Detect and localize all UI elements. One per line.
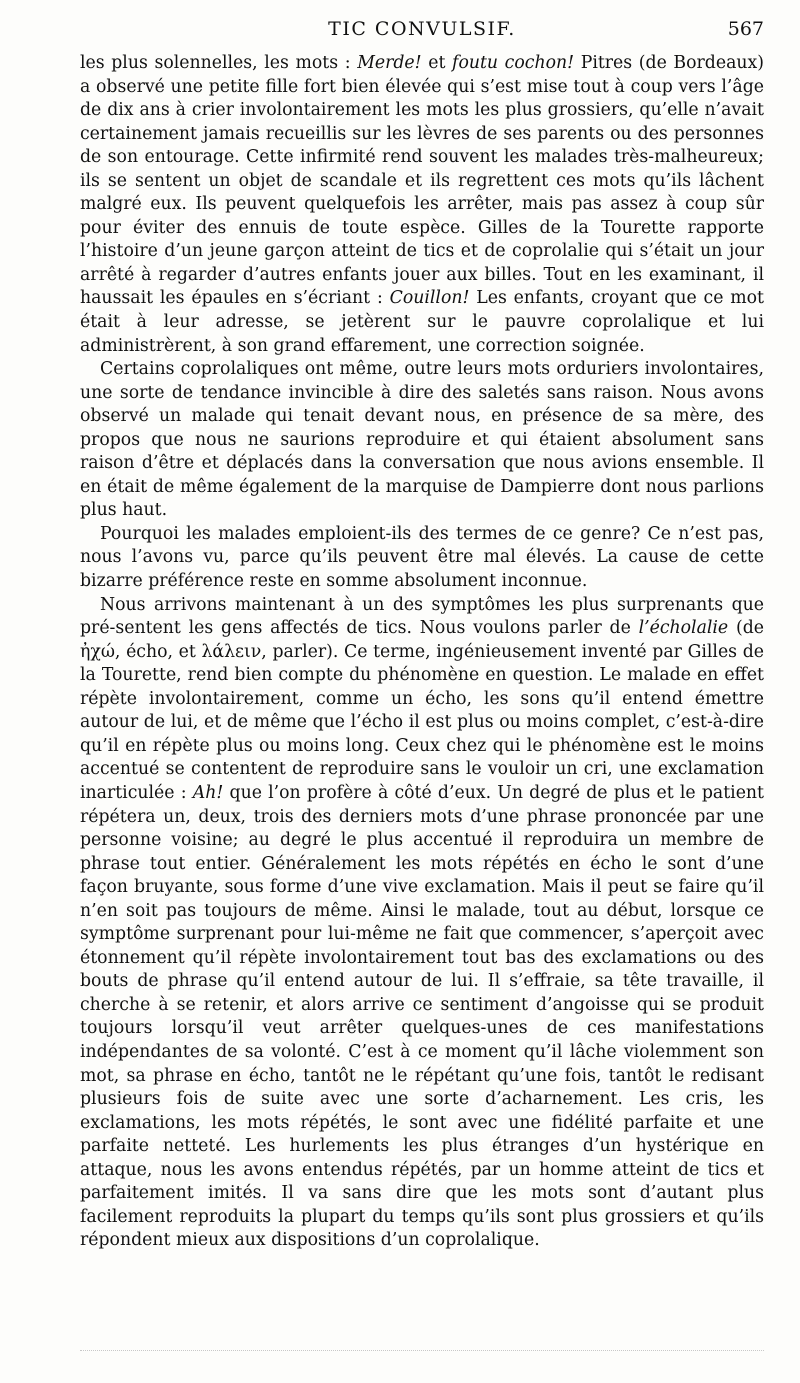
italic-exclamation-ah: Ah!: [192, 782, 224, 803]
text-segment: (de ἠχώ, écho, et λάλειν, parler). Ce terme, ingénieusement inventé par Gilles de la Tourette, rend bien compte du phénomène en question. Le malade en effet répète involontairement, comme un écho, les sons qu’il entend émettre autour de lui, et de même que l’écho il est plus ou moins complet, c’est-à-dire qu’il en répète plus ou moins long. Ceux chez qui le phénomène est le moins accentué se contentent de reproduire sans le vouloir un cri, une exclamation inarticulée :: [80, 618, 764, 803]
page-header: [80, 18, 764, 46]
text-segment: Nous arrivons maintenant à un des symptômes les plus surprenants que pré-sentent les gens affectés de tics. Nous voulons parler de: [80, 594, 764, 639]
italic-term-echolalie: l’écholalie: [638, 618, 729, 639]
body-text: [80, 52, 764, 1253]
text-segment: Pourquoi les malades emploient-ils des termes de ce genre? Ce n’est pas, nous l’avons vu, parce qu’ils peuvent être mal élevés. La cause de cette bizarre préférence reste en somme absolument inconnue.: [80, 523, 764, 592]
italic-phrase-couillon: Couillon!: [389, 288, 470, 309]
page-number: 567: [727, 18, 764, 40]
paragraph-1: [80, 52, 764, 358]
text-segment: Les enfants, croyant que ce mot était à leur adresse, se jetèrent sur le pauvre coprolalique et lui administrèrent, à son grand effarement, une correction soignée.: [80, 288, 764, 356]
text-segment: Pitres (de Bordeaux) a observé une petite fille fort bien élevée qui s’est mise tout à coup vers l’âge de dix ans à crier involontairement les mots les plus grossiers, qu’elle n’avait certainement jamais recueillis sur les lèvres de ses parents ou des personnes de son entourage. Cette infirmité rend souvent les malades très-malheureux; ils se sentent un objet de scandale et ils regrettent ces mots qu’ils lâchent malgré eux. Ils peuvent quelquefois les arrêter, mais pas assez à coup sûr pour éviter des ennuis de toute espèce. Gilles de la Tourette rapporte l’histoire d’un jeune garçon atteint de tics et de coprolalie qui s’était un jour arrêté à regarder d’autres enfants jouer aux billes. Tout en les examinant, il haussait les épaules en s’écriant :: [80, 53, 765, 309]
italic-phrase-merde: Merde!: [357, 53, 422, 73]
paragraph-4: [80, 594, 764, 1253]
paragraph-2: [80, 358, 764, 523]
text-segment: et: [421, 53, 453, 73]
page-bottom-rule: [80, 1350, 764, 1351]
paragraph-3: [80, 523, 764, 594]
text-segment: les plus solennelles, les mots :: [80, 53, 358, 73]
text-segment: que l’on profère à côté d’eux. Un degré de plus et le patient répétera un, deux, trois des derniers mots d’une phrase prononcée par une personne voisine; au degré le plus accentué il reproduira un membre de phrase tout entier. Généralement les mots répétés en écho le sont d’une façon bruyante, sous forme d’une vive exclamation. Mais il peut se faire qu’il n’en soit pas toujours de même. Ainsi le malade, tout au début, lorsque ce symptôme surprenant pour lui-même ne fait que commencer, s’aperçoit avec étonnement qu’il répète involontairement tout bas des exclamations ou des bouts de phrase qu’il entend autour de lui. Il s’effraie, sa tête travaille, il cherche à se retenir, et alors arrive ce sentiment d’angoisse qui se produit toujours lorsqu’il veut arrêter quelques-unes de ces manifestations indépendantes de sa volonté. C’est à ce moment qu’il lâche violemment son mot, sa phrase en écho, tantôt ne le répétant qu’une fois, tantôt le redisant plusieurs fois de suite avec une sorte d’acharnement. Les cris, les exclamations, les mots répétés, le sont avec une fidélité parfaite et une parfaite netteté. Les hurlements les plus étranges d’un hystérique en attaque, nous les avons entendus répétés, par un homme atteint de tics et parfaitement imités. Il va sans dire que les mots sont d’autant plus facilement reproduits la plupart du temps qu’ils sont plus grossiers et qu’ils répondent mieux aux dispositions d’un coprolalique.: [80, 782, 764, 1251]
italic-phrase-foutu-cochon: foutu cochon!: [452, 53, 575, 73]
text-segment: Certains coprolaliques ont même, outre leurs mots orduriers involontaires, une sorte de tendance invincible à dire des saletés sans raison. Nous avons observé un malade qui tenait devant nous, en présence de sa mère, des propos que nous ne saurions reproduire et qui étaient absolument sans raison d’être et déplacés dans la conversation que nous avions ensemble. Il en était de même également de la marquise de Dampierre dont nous parlions plus haut.: [80, 359, 764, 521]
running-title: TIC CONVULSIF.: [328, 18, 516, 40]
